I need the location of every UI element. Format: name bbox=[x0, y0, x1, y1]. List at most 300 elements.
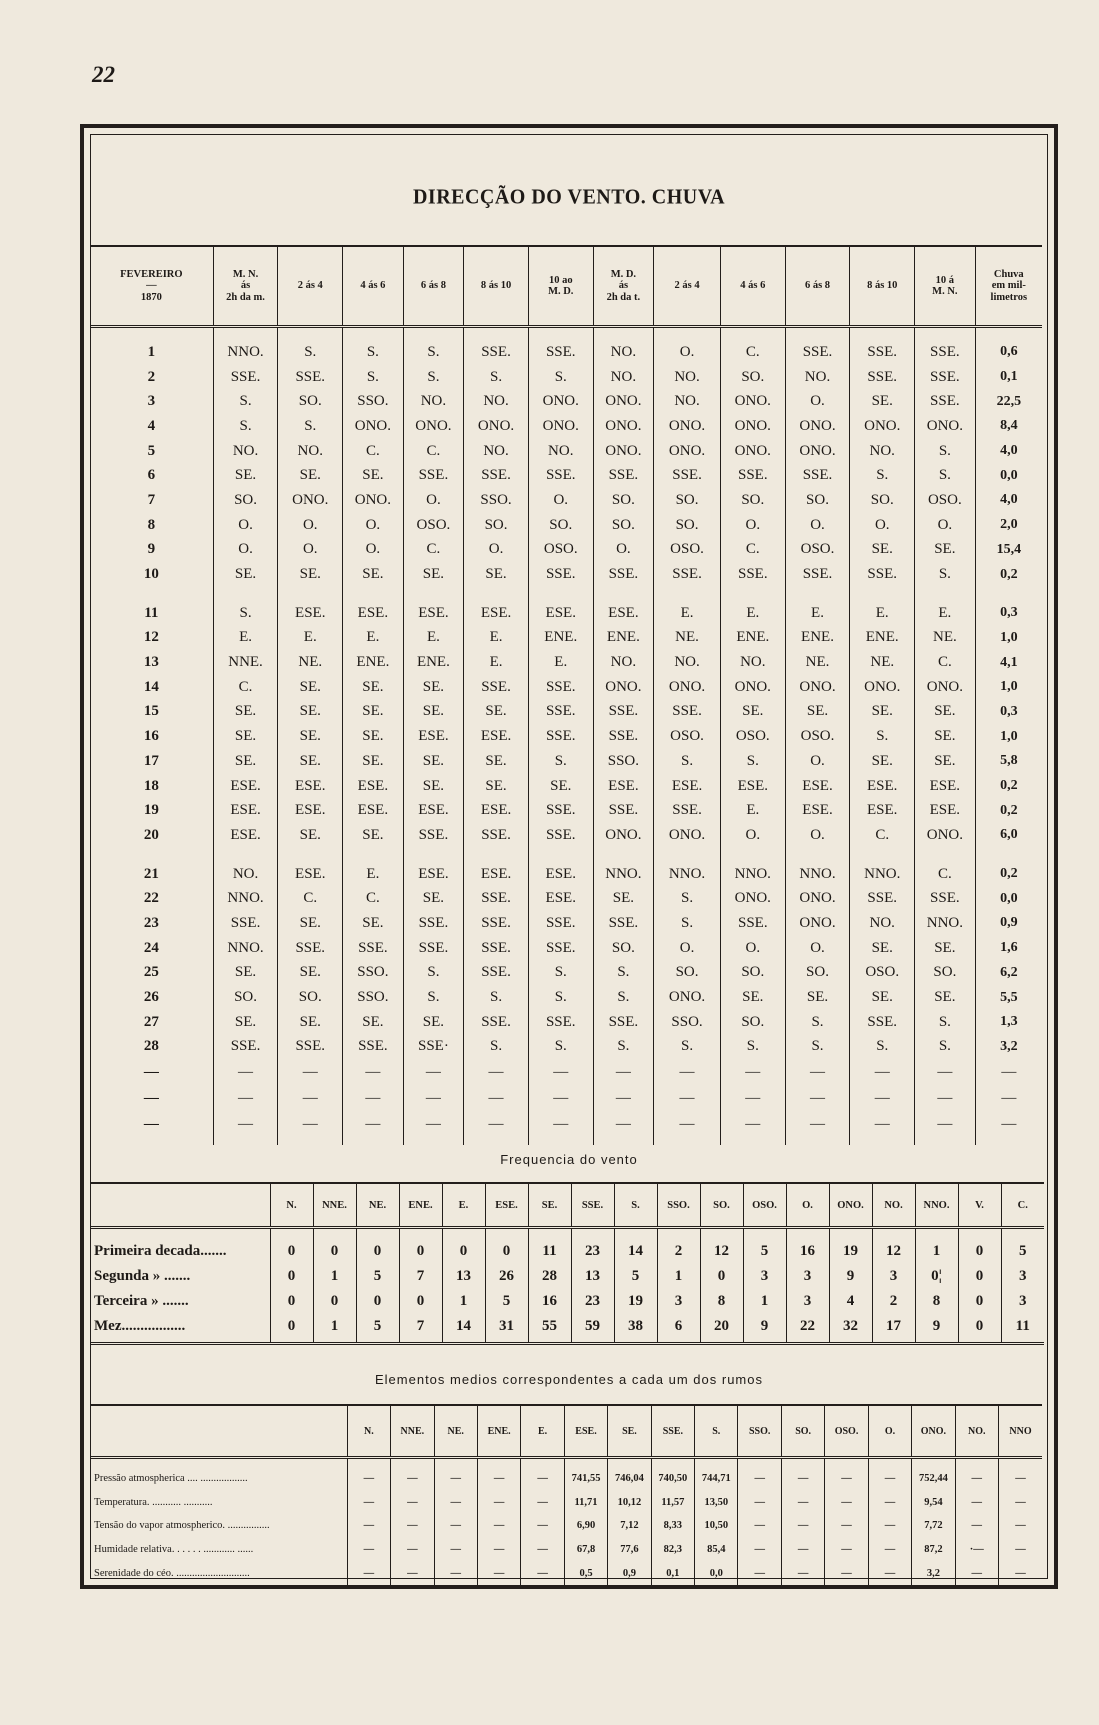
elem-column-header: OSO. bbox=[825, 1405, 868, 1458]
dash-cell: — bbox=[464, 1059, 529, 1085]
wind-cell: SE. bbox=[213, 749, 278, 774]
dash-cell: — bbox=[915, 1059, 976, 1085]
freq-cell: 0 bbox=[958, 1228, 1001, 1265]
wind-cell: NO. bbox=[593, 327, 654, 365]
freq-cell: 1 bbox=[313, 1314, 356, 1344]
wind-cell: S. bbox=[915, 1010, 976, 1035]
wind-cell: ONO. bbox=[593, 439, 654, 464]
dash-cell: — bbox=[654, 1085, 721, 1111]
column-header: 6 ás 8 bbox=[785, 246, 850, 327]
day-cell: 1 bbox=[147, 343, 156, 360]
dash-cell: — bbox=[915, 1085, 976, 1111]
elem-cell: — bbox=[825, 1514, 868, 1538]
wind-cell: OSO. bbox=[850, 961, 915, 986]
wind-cell: SE. bbox=[403, 749, 464, 774]
elem-cell: — bbox=[391, 1561, 434, 1585]
elem-cell: — bbox=[781, 1458, 824, 1491]
wind-cell: SSE. bbox=[528, 700, 593, 725]
wind-cell: OSO. bbox=[403, 513, 464, 538]
wind-cell: SE. bbox=[785, 985, 850, 1010]
day-cell: 5 bbox=[147, 442, 156, 459]
freq-cell: 0 bbox=[313, 1228, 356, 1265]
freq-cell: 11 bbox=[1001, 1314, 1044, 1344]
wind-cell: S. bbox=[528, 985, 593, 1010]
wind-cell: ONO. bbox=[343, 414, 404, 439]
elem-cell: — bbox=[347, 1514, 390, 1538]
elem-cell: 10,50 bbox=[695, 1514, 738, 1538]
elem-cell: — bbox=[781, 1561, 824, 1585]
wind-cell: ESE. bbox=[528, 587, 593, 626]
wind-cell: O. bbox=[720, 513, 785, 538]
wind-cell: NNO. bbox=[213, 327, 278, 365]
freq-cell: 0 bbox=[399, 1289, 442, 1314]
wind-cell: ESE. bbox=[654, 774, 721, 799]
elem-cell: — bbox=[434, 1514, 477, 1538]
dash-cell: — bbox=[403, 1111, 464, 1145]
wind-cell: NO. bbox=[720, 650, 785, 675]
freq-cell: 8 bbox=[700, 1289, 743, 1314]
wind-cell: SE. bbox=[850, 749, 915, 774]
wind-cell: O. bbox=[785, 749, 850, 774]
freq-cell: 32 bbox=[829, 1314, 872, 1344]
freq-row-label: Terceira » ....... bbox=[94, 1293, 189, 1309]
wind-cell: ESE. bbox=[464, 798, 529, 823]
column-header: 10 á M. N. bbox=[915, 246, 976, 327]
wind-cell: SO. bbox=[654, 488, 721, 513]
elem-column-header: SE. bbox=[608, 1405, 651, 1458]
wind-cell: ESE. bbox=[403, 798, 464, 823]
rain-cell: 5,5 bbox=[975, 985, 1042, 1010]
wind-cell: SO. bbox=[654, 513, 721, 538]
elem-cell: — bbox=[477, 1514, 520, 1538]
elem-row-label: Serenidade do céo. ............................ bbox=[94, 1567, 250, 1579]
table-row bbox=[90, 587, 1042, 626]
wind-cell: E. bbox=[278, 626, 343, 651]
elem-column-header: E. bbox=[521, 1405, 564, 1458]
wind-cell: OSO. bbox=[720, 724, 785, 749]
wind-cell: SE. bbox=[213, 700, 278, 725]
wind-cell: SE. bbox=[403, 562, 464, 587]
dash-cell: — bbox=[343, 1111, 404, 1145]
wind-cell: NO. bbox=[850, 911, 915, 936]
wind-cell: SE. bbox=[403, 774, 464, 799]
freq-column-header: V. bbox=[958, 1183, 1001, 1228]
wind-cell: S. bbox=[850, 724, 915, 749]
elem-cell: — bbox=[868, 1561, 911, 1585]
wind-cell: SO. bbox=[593, 488, 654, 513]
wind-cell: S. bbox=[464, 1035, 529, 1060]
wind-cell: E. bbox=[850, 587, 915, 626]
wind-cell: ONO. bbox=[654, 414, 721, 439]
wind-cell: SO. bbox=[654, 961, 721, 986]
wind-cell: SE. bbox=[213, 562, 278, 587]
wind-cell: O. bbox=[528, 488, 593, 513]
freq-cell: 0 bbox=[270, 1228, 313, 1265]
wind-cell: C. bbox=[343, 886, 404, 911]
dash-cell: — bbox=[654, 1059, 721, 1085]
dash-cell: — bbox=[593, 1085, 654, 1111]
frequency-title: Frequencia do vento bbox=[500, 1152, 638, 1167]
wind-cell: O. bbox=[850, 513, 915, 538]
wind-cell: SE. bbox=[343, 1010, 404, 1035]
column-header: FEVEREIRO — 1870 bbox=[90, 246, 213, 327]
freq-cell: 0 bbox=[270, 1314, 313, 1344]
freq-cell: 38 bbox=[614, 1314, 657, 1344]
rain-cell: 0,1 bbox=[975, 365, 1042, 390]
wind-cell: E. bbox=[343, 848, 404, 887]
wind-cell: S. bbox=[403, 327, 464, 365]
freq-cell: 14 bbox=[442, 1314, 485, 1344]
elem-cell: — bbox=[347, 1538, 390, 1562]
wind-cell: SE. bbox=[343, 675, 404, 700]
freq-cell: 5 bbox=[356, 1314, 399, 1344]
elem-row-label: Temperatura. ........... ........... bbox=[94, 1496, 213, 1508]
wind-cell: SSE. bbox=[528, 327, 593, 365]
wind-cell: ONO. bbox=[850, 675, 915, 700]
day-cell: 17 bbox=[143, 752, 159, 769]
wind-cell: SSE. bbox=[593, 911, 654, 936]
dash-cell: — bbox=[915, 1111, 976, 1145]
rain-cell: 1,6 bbox=[975, 936, 1042, 961]
elem-cell: 82,3 bbox=[651, 1538, 694, 1562]
table-row bbox=[90, 774, 1042, 799]
wind-cell: SO. bbox=[593, 513, 654, 538]
elements-title: Elementos medios correspondentes a cada um dos rumos bbox=[374, 1372, 763, 1387]
freq-row-label: Primeira decada....... bbox=[94, 1243, 227, 1259]
dash-cell: — bbox=[343, 1085, 404, 1111]
elem-cell: — bbox=[521, 1458, 564, 1491]
rain-cell: 1,0 bbox=[975, 724, 1042, 749]
wind-cell: NO. bbox=[403, 389, 464, 414]
dash-cell: — bbox=[528, 1059, 593, 1085]
wind-cell: O. bbox=[403, 488, 464, 513]
dash-cell: — bbox=[143, 1115, 159, 1132]
dash-cell: — bbox=[720, 1059, 785, 1085]
table-row bbox=[90, 414, 1042, 439]
wind-cell: ONO. bbox=[464, 414, 529, 439]
wind-cell: ESE. bbox=[213, 798, 278, 823]
freq-cell: 16 bbox=[528, 1289, 571, 1314]
freq-cell: 13 bbox=[442, 1264, 485, 1289]
wind-cell: ONO. bbox=[915, 414, 976, 439]
wind-cell: SE. bbox=[850, 985, 915, 1010]
rain-cell: 0,2 bbox=[975, 774, 1042, 799]
wind-cell: ESE. bbox=[528, 848, 593, 887]
freq-cell: 0 bbox=[270, 1289, 313, 1314]
wind-cell: SSE. bbox=[593, 463, 654, 488]
wind-cell: SE. bbox=[278, 675, 343, 700]
day-cell: 21 bbox=[143, 865, 159, 882]
wind-cell: NO. bbox=[593, 650, 654, 675]
wind-cell: ENE. bbox=[850, 626, 915, 651]
wind-cell: SSE. bbox=[403, 936, 464, 961]
freq-cell: 3 bbox=[1001, 1289, 1044, 1314]
freq-cell: 20 bbox=[700, 1314, 743, 1344]
elem-row bbox=[90, 1491, 1042, 1515]
wind-cell: ESE. bbox=[785, 798, 850, 823]
dash-cell: — bbox=[593, 1059, 654, 1085]
elem-cell: — bbox=[391, 1491, 434, 1515]
wind-cell: S. bbox=[785, 1010, 850, 1035]
day-cell: 28 bbox=[143, 1038, 159, 1055]
elem-column-header: NE. bbox=[434, 1405, 477, 1458]
elem-cell: — bbox=[434, 1561, 477, 1585]
wind-cell: ONO. bbox=[785, 439, 850, 464]
wind-cell: SO. bbox=[785, 961, 850, 986]
wind-cell: ONO. bbox=[785, 675, 850, 700]
freq-row-label: Mez................. bbox=[90, 1314, 270, 1344]
elem-column-header: SO. bbox=[781, 1405, 824, 1458]
elem-cell: — bbox=[347, 1458, 390, 1491]
elem-cell: — bbox=[999, 1514, 1042, 1538]
freq-cell: 2 bbox=[872, 1289, 915, 1314]
wind-cell: NE. bbox=[915, 626, 976, 651]
rain-cell: 3,2 bbox=[975, 1035, 1042, 1060]
elem-cell: 11,57 bbox=[651, 1491, 694, 1515]
freq-cell: 3 bbox=[1001, 1264, 1044, 1289]
rain-cell: 0,2 bbox=[975, 848, 1042, 887]
wind-cell: NNO. bbox=[213, 936, 278, 961]
wind-cell: SSE. bbox=[785, 463, 850, 488]
column-header: 8 ás 10 bbox=[464, 246, 529, 327]
table-row bbox=[90, 749, 1042, 774]
rain-cell: 0,2 bbox=[975, 562, 1042, 587]
freq-cell: 0 bbox=[356, 1289, 399, 1314]
wind-cell: ONO. bbox=[785, 911, 850, 936]
wind-cell: ONO. bbox=[720, 389, 785, 414]
day-cell: 19 bbox=[143, 802, 159, 819]
column-header: M. D. ás 2h da t. bbox=[593, 246, 654, 327]
wind-cell: ONO. bbox=[654, 823, 721, 848]
wind-cell: ONO. bbox=[343, 488, 404, 513]
day-cell: 27 bbox=[143, 1013, 159, 1030]
wind-cell: SSE. bbox=[278, 365, 343, 390]
wind-cell: ONO. bbox=[593, 823, 654, 848]
freq-column-header: OSO. bbox=[743, 1183, 786, 1228]
wind-cell: SSE. bbox=[403, 463, 464, 488]
wind-cell: E. bbox=[464, 650, 529, 675]
freq-row bbox=[90, 1228, 1044, 1265]
wind-cell: SSE. bbox=[915, 389, 976, 414]
wind-cell: ENE. bbox=[593, 626, 654, 651]
freq-column-header: SSE. bbox=[571, 1183, 614, 1228]
elem-cell: — bbox=[825, 1561, 868, 1585]
wind-cell: NO. bbox=[464, 439, 529, 464]
wind-cell: SSO. bbox=[464, 488, 529, 513]
wind-cell: SO. bbox=[528, 513, 593, 538]
wind-cell: SO. bbox=[464, 513, 529, 538]
wind-cell: S. bbox=[528, 961, 593, 986]
freq-cell: 5 bbox=[356, 1264, 399, 1289]
wind-cell: SE. bbox=[720, 700, 785, 725]
wind-cell: O. bbox=[593, 538, 654, 563]
wind-cell: S. bbox=[720, 749, 785, 774]
elem-cell: — bbox=[347, 1561, 390, 1585]
rain-cell: 0,9 bbox=[975, 911, 1042, 936]
elem-cell: 752,44 bbox=[912, 1458, 955, 1491]
wind-cell: S. bbox=[213, 587, 278, 626]
wind-cell: S. bbox=[720, 1035, 785, 1060]
wind-cell: SSE. bbox=[850, 886, 915, 911]
wind-cell: E. bbox=[785, 587, 850, 626]
wind-cell: O. bbox=[213, 513, 278, 538]
elem-column-header: N. bbox=[347, 1405, 390, 1458]
elem-cell: 11,71 bbox=[564, 1491, 607, 1515]
wind-cell: SE. bbox=[464, 700, 529, 725]
freq-cell: 11 bbox=[528, 1228, 571, 1265]
wind-cell: NO. bbox=[464, 389, 529, 414]
elem-cell: — bbox=[477, 1491, 520, 1515]
freq-cell: 0 bbox=[485, 1228, 528, 1265]
wind-cell: SSO. bbox=[654, 1010, 721, 1035]
rain-cell: 0,0 bbox=[975, 886, 1042, 911]
wind-cell: ESE. bbox=[785, 774, 850, 799]
wind-cell: C. bbox=[915, 650, 976, 675]
wind-cell: ONO. bbox=[915, 823, 976, 848]
freq-column-header: NE. bbox=[356, 1183, 399, 1228]
elem-column-header: NO. bbox=[955, 1405, 998, 1458]
wind-cell: SE. bbox=[278, 700, 343, 725]
freq-column-header: C. bbox=[1001, 1183, 1044, 1228]
mean-elements-table bbox=[90, 1404, 1042, 1585]
table-row bbox=[90, 886, 1042, 911]
wind-cell: S. bbox=[654, 749, 721, 774]
wind-cell: ONO. bbox=[915, 675, 976, 700]
freq-cell: 13 bbox=[571, 1264, 614, 1289]
wind-cell: SSE. bbox=[464, 936, 529, 961]
wind-cell: SSE. bbox=[850, 365, 915, 390]
column-header: 2 ás 4 bbox=[278, 246, 343, 327]
table-row-empty bbox=[90, 1085, 1042, 1111]
freq-column-header: SSO. bbox=[657, 1183, 700, 1228]
wind-cell: ONO. bbox=[720, 414, 785, 439]
table-row bbox=[90, 1035, 1042, 1060]
wind-cell: SE. bbox=[343, 823, 404, 848]
rain-cell: 0,2 bbox=[975, 798, 1042, 823]
elem-cell: — bbox=[955, 1561, 998, 1585]
wind-cell: SO. bbox=[850, 488, 915, 513]
wind-cell: NNO. bbox=[915, 911, 976, 936]
wind-cell: SSE. bbox=[850, 562, 915, 587]
dash-cell: — bbox=[403, 1085, 464, 1111]
freq-column-header: N. bbox=[270, 1183, 313, 1228]
table-row bbox=[90, 724, 1042, 749]
wind-cell: ESE. bbox=[850, 774, 915, 799]
wind-cell: NNO. bbox=[654, 848, 721, 887]
wind-cell: S. bbox=[528, 749, 593, 774]
freq-column-header: ENE. bbox=[399, 1183, 442, 1228]
wind-cell: SE. bbox=[278, 749, 343, 774]
dash-cell: — bbox=[143, 1063, 159, 1080]
wind-cell: E. bbox=[403, 626, 464, 651]
day-cell: 24 bbox=[143, 939, 159, 956]
wind-cell: S. bbox=[915, 439, 976, 464]
wind-cell: SE. bbox=[213, 961, 278, 986]
elem-header-blank bbox=[90, 1405, 347, 1458]
wind-cell: SO. bbox=[213, 985, 278, 1010]
dash-cell: — bbox=[278, 1085, 343, 1111]
wind-cell: S. bbox=[593, 985, 654, 1010]
page-number: 22 bbox=[92, 62, 115, 87]
wind-cell: S. bbox=[213, 414, 278, 439]
table-frame bbox=[80, 124, 1058, 1589]
elem-column-header: NNO bbox=[999, 1405, 1042, 1458]
wind-cell: E. bbox=[528, 650, 593, 675]
wind-cell: NNE. bbox=[213, 650, 278, 675]
freq-cell: 19 bbox=[829, 1228, 872, 1265]
wind-cell: SE. bbox=[403, 675, 464, 700]
rain-cell: 4,1 bbox=[975, 650, 1042, 675]
wind-cell: ESE. bbox=[593, 587, 654, 626]
elem-cell: 741,55 bbox=[564, 1458, 607, 1491]
wind-cell: SSE. bbox=[528, 1010, 593, 1035]
freq-cell: 31 bbox=[485, 1314, 528, 1344]
wind-cell: C. bbox=[278, 886, 343, 911]
freq-cell: 5 bbox=[485, 1289, 528, 1314]
freq-cell: 1 bbox=[915, 1228, 958, 1265]
dash-cell: — bbox=[278, 1111, 343, 1145]
freq-cell: 0 bbox=[313, 1289, 356, 1314]
wind-cell: SO. bbox=[593, 936, 654, 961]
freq-column-header: O. bbox=[786, 1183, 829, 1228]
dash-cell: — bbox=[975, 1059, 1042, 1085]
table-row bbox=[90, 327, 1042, 365]
wind-cell: NNO. bbox=[850, 848, 915, 887]
freq-cell: 12 bbox=[872, 1228, 915, 1265]
dash-cell: — bbox=[213, 1111, 278, 1145]
day-cell: 12 bbox=[143, 629, 159, 646]
wind-cell: NNO. bbox=[593, 848, 654, 887]
wind-cell: C. bbox=[720, 327, 785, 365]
wind-cell: ONO. bbox=[720, 439, 785, 464]
elem-cell: 746,04 bbox=[608, 1458, 651, 1491]
dash-cell: — bbox=[850, 1111, 915, 1145]
wind-cell: SSE. bbox=[464, 911, 529, 936]
wind-cell: SSE. bbox=[464, 886, 529, 911]
wind-cell: SSE. bbox=[850, 327, 915, 365]
table-row bbox=[90, 488, 1042, 513]
dash-cell: — bbox=[403, 1059, 464, 1085]
freq-cell: 6 bbox=[657, 1314, 700, 1344]
wind-cell: SSE. bbox=[343, 1035, 404, 1060]
wind-cell: NO. bbox=[278, 439, 343, 464]
wind-cell: NNO. bbox=[785, 848, 850, 887]
freq-column-header: SO. bbox=[700, 1183, 743, 1228]
freq-cell: 28 bbox=[528, 1264, 571, 1289]
freq-header-blank bbox=[90, 1183, 270, 1228]
wind-cell: C. bbox=[403, 538, 464, 563]
elem-row bbox=[90, 1458, 1042, 1491]
rain-cell: 6,0 bbox=[975, 823, 1042, 848]
wind-cell: S. bbox=[850, 1035, 915, 1060]
wind-cell: S. bbox=[528, 1035, 593, 1060]
wind-cell: S. bbox=[403, 961, 464, 986]
elem-cell: — bbox=[999, 1491, 1042, 1515]
rain-cell: 22,5 bbox=[975, 389, 1042, 414]
wind-cell: SE. bbox=[343, 463, 404, 488]
elem-cell: — bbox=[434, 1538, 477, 1562]
table-row bbox=[90, 675, 1042, 700]
wind-cell: SSE. bbox=[278, 1035, 343, 1060]
freq-cell: 1 bbox=[313, 1264, 356, 1289]
freq-cell: 55 bbox=[528, 1314, 571, 1344]
wind-cell: S. bbox=[403, 365, 464, 390]
wind-cell: SSE. bbox=[213, 1035, 278, 1060]
wind-cell: NO. bbox=[654, 650, 721, 675]
wind-cell: C. bbox=[915, 848, 976, 887]
rain-cell: 6,2 bbox=[975, 961, 1042, 986]
wind-cell: SSE. bbox=[464, 463, 529, 488]
